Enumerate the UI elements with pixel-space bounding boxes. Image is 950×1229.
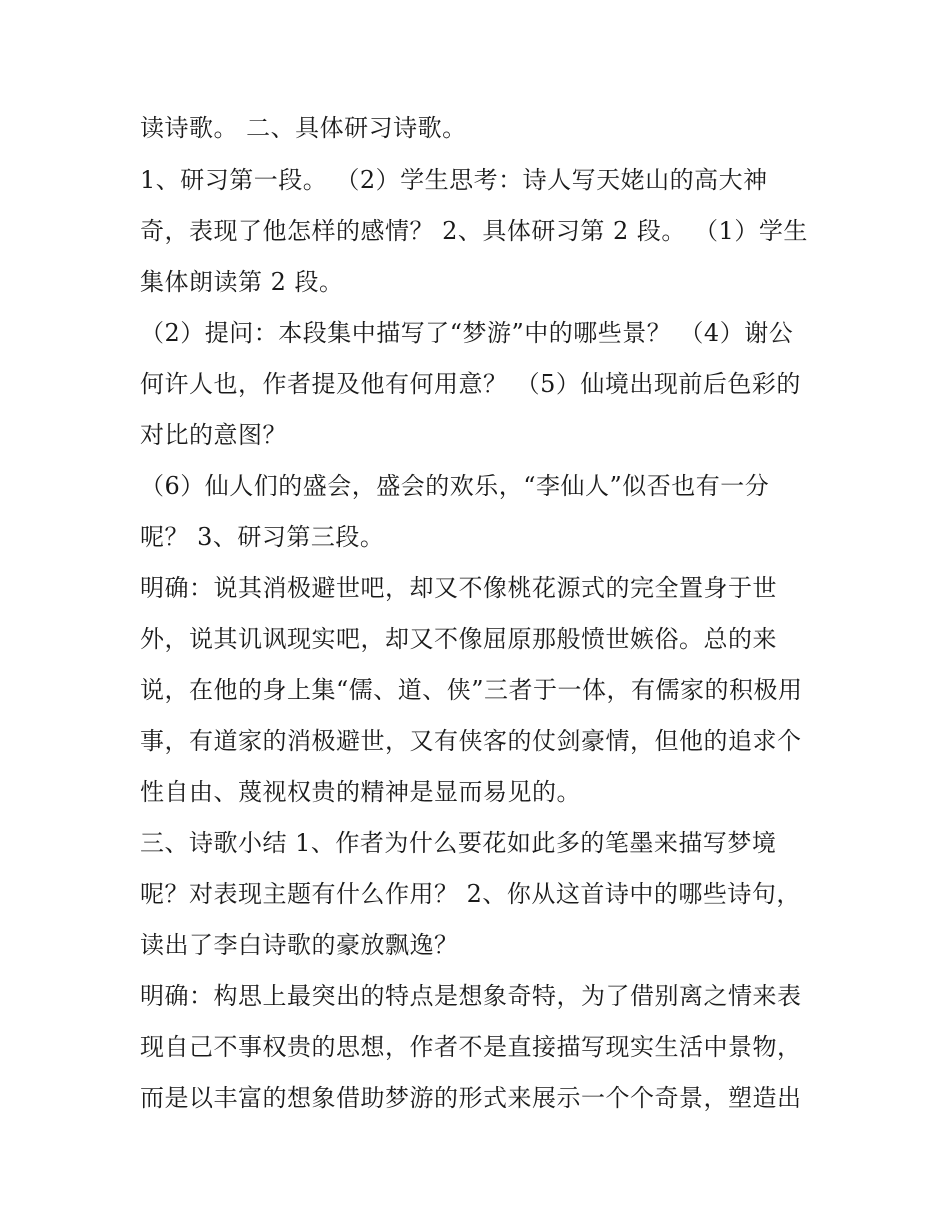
- text-line: 呢？ 3、研习第三段。: [140, 523, 385, 551]
- text-line: 现自己不事权贵的思想，作者不是直接描写现实生活中景物，: [140, 1033, 802, 1061]
- text-line: 1、研习第一段。 （2）学生思考：诗人写天姥山的高大神: [140, 166, 768, 194]
- text-line: 集体朗读第 2 段。: [140, 268, 344, 296]
- text-line: 奇，表现了他怎样的感情？ 2、具体研习第 2 段。 （1）学生: [140, 217, 808, 245]
- text-line: 性自由、蔑视权贵的精神是显而易见的。: [140, 778, 581, 806]
- text-line: 读出了李白诗歌的豪放飘逸？: [140, 931, 459, 959]
- text-line: 明确：说其消极避世吧，却又不像桃花源式的完全置身于世: [140, 574, 777, 602]
- text-line: 说，在他的身上集“儒、道、侠”三者于一体，有儒家的积极用: [140, 676, 803, 704]
- text-line: 三、诗歌小结 1、作者为什么要花如此多的笔墨来描写梦境: [140, 829, 777, 857]
- text-line: （2）提问：本段集中描写了“梦游”中的哪些景？ （4）谢公: [140, 319, 794, 347]
- text-line: 明确：构思上最突出的特点是想象奇特，为了借别离之情来表: [140, 982, 802, 1010]
- text-line: 外，说其讥讽现实吧，却又不像屈原那般愤世嫉俗。总的来: [140, 625, 777, 653]
- text-line: （6）仙人们的盛会，盛会的欢乐，“李仙人”似否也有一分: [140, 472, 770, 500]
- text-line: 呢？对表现主题有什么作用？ 2、你从这首诗中的哪些诗句，: [140, 880, 801, 908]
- text-line: 对比的意图？: [140, 421, 287, 449]
- text-line: 读诗歌。 二、具体研习诗歌。: [140, 114, 467, 142]
- text-line: 事，有道家的消极避世，又有侠客的仗剑豪情，但他的追求个: [140, 727, 802, 755]
- text-line: 而是以丰富的想象借助梦游的形式来展示一个个奇景，塑造出: [140, 1084, 802, 1112]
- text-line: 何许人也，作者提及他有何用意？ （5）仙境出现前后色彩的: [140, 370, 801, 398]
